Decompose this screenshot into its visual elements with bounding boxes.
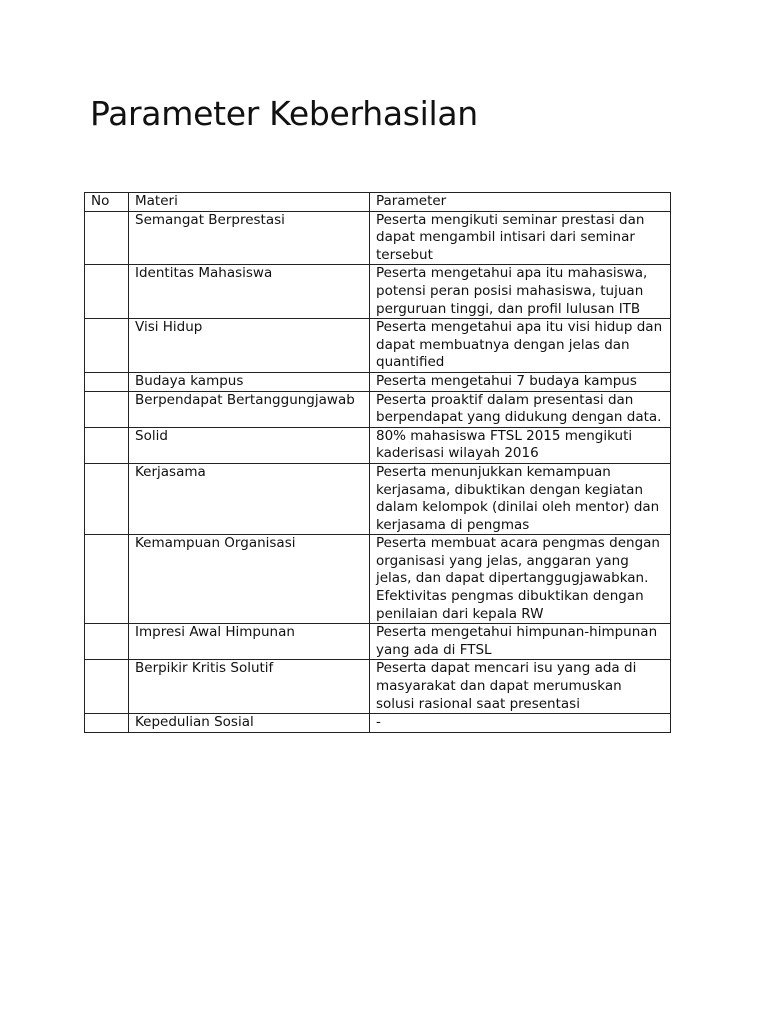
cell-no: [85, 463, 129, 534]
table-row: [85, 265, 671, 319]
cell-materi: Visi Hidup: [129, 319, 370, 373]
table-row: [85, 660, 671, 714]
cell-no: [85, 265, 129, 319]
table-row: [85, 535, 671, 624]
header-parameter: Parameter: [370, 193, 671, 212]
table-row: [85, 391, 671, 427]
cell-materi: Kerjasama: [129, 463, 370, 534]
cell-materi: Budaya kampus: [129, 372, 370, 391]
header-no: No: [85, 193, 129, 212]
cell-materi: Semangat Berprestasi: [129, 211, 370, 265]
table-row: [85, 319, 671, 373]
cell-materi: Identitas Mahasiswa: [129, 265, 370, 319]
table-header-row: [85, 193, 671, 212]
cell-parameter: Peserta proaktif dalam presentasi dan berpendapat yang didukung dengan data.: [370, 391, 671, 427]
table-row: [85, 714, 671, 733]
cell-materi: Berpendapat Bertanggungjawab: [129, 391, 370, 427]
page-title: Parameter Keberhasilan: [90, 94, 478, 133]
cell-no: [85, 372, 129, 391]
cell-parameter: Peserta dapat mencari isu yang ada di masyarakat dan dapat merumuskan solusi rasional saat presentasi: [370, 660, 671, 714]
table-row: [85, 427, 671, 463]
cell-parameter: 80% mahasiswa FTSL 2015 mengikuti kaderisasi wilayah 2016: [370, 427, 671, 463]
cell-no: [85, 660, 129, 714]
cell-no: [85, 391, 129, 427]
cell-parameter: Peserta mengetahui apa itu visi hidup dan dapat membuatnya dengan jelas dan quantified: [370, 319, 671, 373]
table-row: [85, 624, 671, 660]
cell-materi: Impresi Awal Himpunan: [129, 624, 370, 660]
cell-materi: Solid: [129, 427, 370, 463]
table-row: [85, 211, 671, 265]
cell-materi: Kepedulian Sosial: [129, 714, 370, 733]
header-materi: Materi: [129, 193, 370, 212]
cell-parameter: Peserta mengetahui himpunan-himpunan yang ada di FTSL: [370, 624, 671, 660]
table-row: [85, 372, 671, 391]
cell-materi: Kemampuan Organisasi: [129, 535, 370, 624]
cell-no: [85, 535, 129, 624]
cell-no: [85, 427, 129, 463]
cell-parameter: Peserta mengikuti seminar prestasi dan dapat mengambil intisari dari seminar tersebut: [370, 211, 671, 265]
cell-parameter: Peserta mengetahui apa itu mahasiswa, potensi peran posisi mahasiswa, tujuan perguruan tinggi, dan profil lulusan ITB: [370, 265, 671, 319]
cell-materi: Berpikir Kritis Solutif: [129, 660, 370, 714]
cell-no: [85, 211, 129, 265]
table-row: [85, 463, 671, 534]
cell-no: [85, 624, 129, 660]
cell-parameter: Peserta membuat acara pengmas dengan organisasi yang jelas, anggaran yang jelas, dan dapat dipertanggugjawabkan. Efektivitas pengmas dibuktikan dengan penilaian dari kepala RW: [370, 535, 671, 624]
cell-parameter: Peserta mengetahui 7 budaya kampus: [370, 372, 671, 391]
cell-no: [85, 714, 129, 733]
parameter-table: [84, 192, 671, 733]
cell-parameter: -: [370, 714, 671, 733]
cell-no: [85, 319, 129, 373]
cell-parameter: Peserta menunjukkan kemampuan kerjasama, dibuktikan dengan kegiatan dalam kelompok (dinilai oleh mentor) dan kerjasama di pengmas: [370, 463, 671, 534]
